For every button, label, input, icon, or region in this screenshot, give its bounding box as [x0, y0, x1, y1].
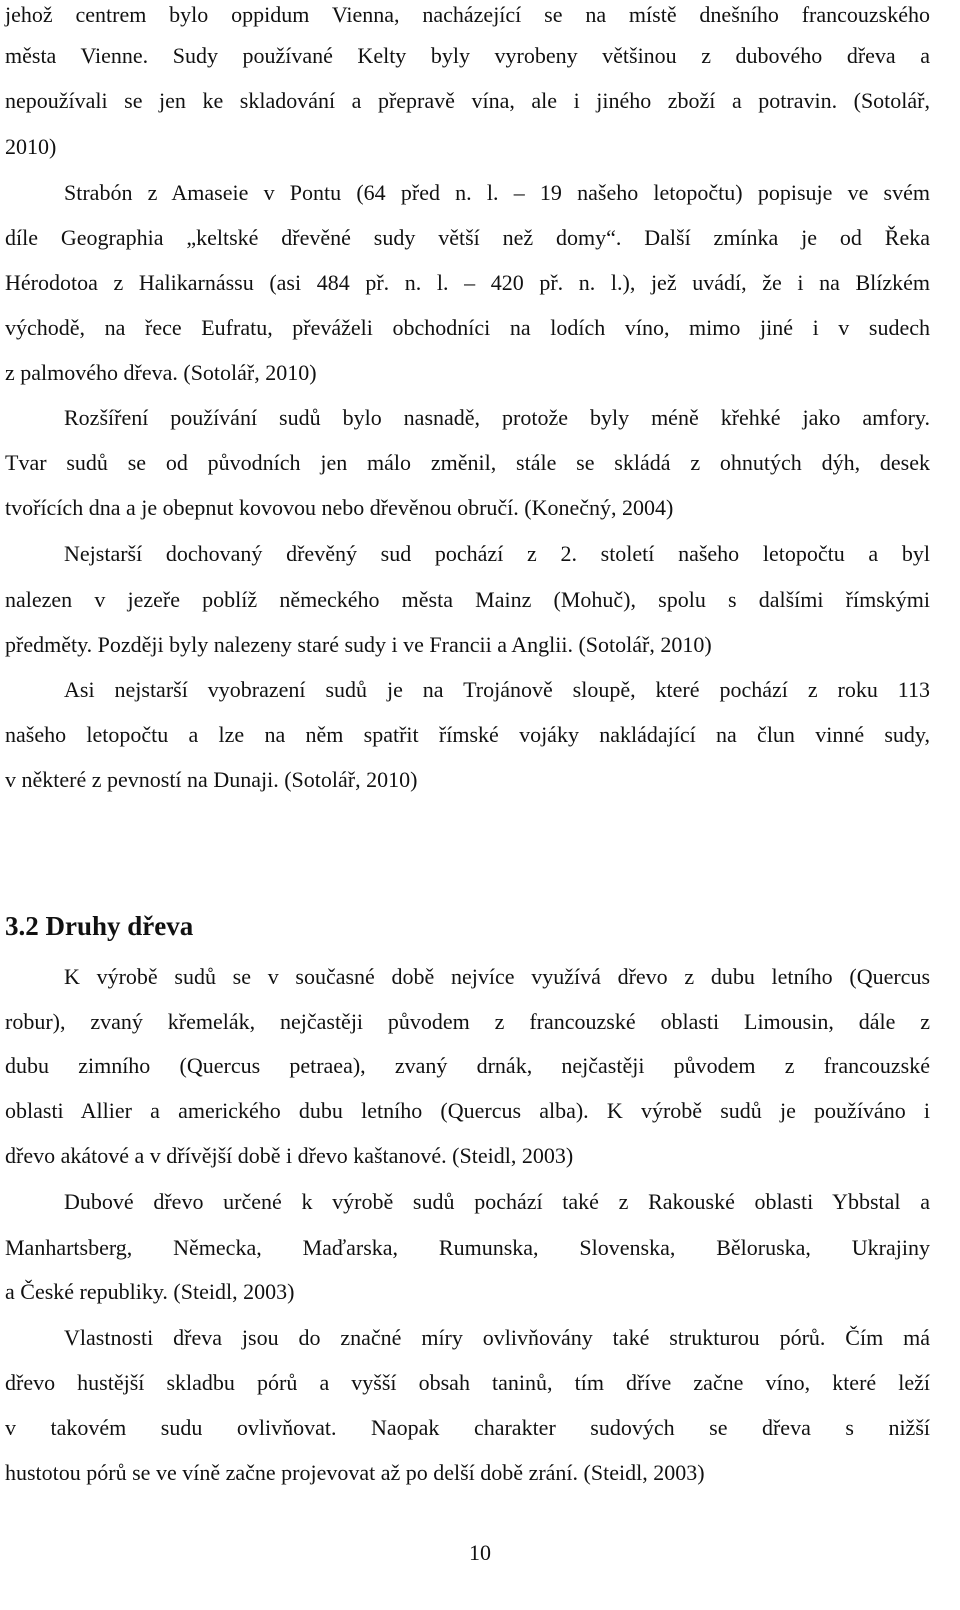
text-line: díle Geographia „keltské dřevěné sudy větší než domy“. Další zmínka je od Řeka [5, 225, 930, 250]
text-line: předměty. Později byly nalezeny staré sudy i ve Francii a Anglii. (Sotolář, 2010) [5, 632, 712, 657]
text-line: Manhartsberg, Německa, Maďarska, Rumunska, Slovenska, Běloruska, Ukrajiny [5, 1235, 930, 1260]
section-heading: 3.2 Druhy dřeva [5, 911, 194, 941]
text-line: dřevo hustější skladbu pórů a vyšší obsah taninů, tím dříve začne víno, které leží [5, 1370, 930, 1395]
text-line: dřevo akátové a v dřívější době i dřevo kaštanové. (Steidl, 2003) [5, 1143, 574, 1168]
text-line: tvořících dna a je obepnut kovovou nebo dřevěnou obručí. (Konečný, 2004) [5, 495, 674, 520]
text-line: města Vienne. Sudy používané Kelty byly vyrobeny většinou z dubového dřeva a [5, 43, 930, 68]
page-number: 10 [469, 1540, 491, 1565]
text-line: Dubové dřevo určené k výrobě sudů pochází také z Rakouské oblasti Ybbstal a [64, 1189, 930, 1214]
text-line: našeho letopočtu a lze na něm spatřit římské vojáky nakládající na člun vinné sudy, [5, 722, 930, 747]
text-line: 2010) [5, 134, 57, 159]
text-line: Vlastnosti dřeva jsou do značné míry ovlivňovány také strukturou pórů. Čím má [64, 1325, 930, 1350]
text-line: K výrobě sudů se v současné době nejvíce využívá dřevo z dubu letního (Quercus [64, 964, 930, 989]
text-line: Hérodotoa z Halikarnássu (asi 484 př. n. l. – 420 př. n. l.), jež uvádí, že i na Blízkém [5, 270, 930, 295]
text-line: a České republiky. (Steidl, 2003) [5, 1279, 295, 1304]
text-line: z palmového dřeva. (Sotolář, 2010) [5, 360, 317, 385]
text-line: v takovém sudu ovlivňovat. Naopak charakter sudových se dřeva s nižší [5, 1415, 930, 1440]
text-line: jehož centrem bylo oppidum Vienna, nacházející se na místě dnešního francouzského [5, 2, 930, 27]
text-line: nalezen v jezeře poblíž německého města Mainz (Mohuč), spolu s dalšími římskými [5, 587, 930, 612]
text-line: v některé z pevností na Dunaji. (Sotolář, 2010) [5, 767, 418, 792]
text-line: hustotou pórů se ve víně začne projevovat až po delší době zrání. (Steidl, 2003) [5, 1460, 705, 1485]
text-line: Asi nejstarší vyobrazení sudů je na Trojánově sloupě, které pochází z roku 113 [64, 677, 930, 702]
text-line: Strabón z Amaseie v Pontu (64 před n. l. – 19 našeho letopočtu) popisuje ve svém [64, 180, 930, 205]
text-line: východě, na řece Eufratu, převáželi obchodníci na lodích víno, mimo jiné i v sudech [5, 315, 930, 340]
text-line: oblasti Allier a amerického dubu letního (Quercus alba). K výrobě sudů je používáno i [5, 1098, 930, 1123]
text-line: Tvar sudů se od původních jen málo změnil, stále se skládá z ohnutých dýh, desek [5, 450, 930, 475]
text-line: nepoužívali se jen ke skladování a přepravě vína, ale i jiného zboží a potravin. (Sotolář, [5, 88, 930, 113]
text-line: robur), zvaný křemelák, nejčastěji původem z francouzské oblasti Limousin, dále z [5, 1009, 930, 1034]
text-line: dubu zimního (Quercus petraea), zvaný drnák, nejčastěji původem z francouzské [5, 1053, 930, 1078]
text-line: Nejstarší dochovaný dřevěný sud pochází z 2. století našeho letopočtu a byl [64, 541, 930, 566]
text-line: Rozšíření používání sudů bylo nasnadě, protože byly méně křehké jako amfory. [64, 405, 930, 430]
